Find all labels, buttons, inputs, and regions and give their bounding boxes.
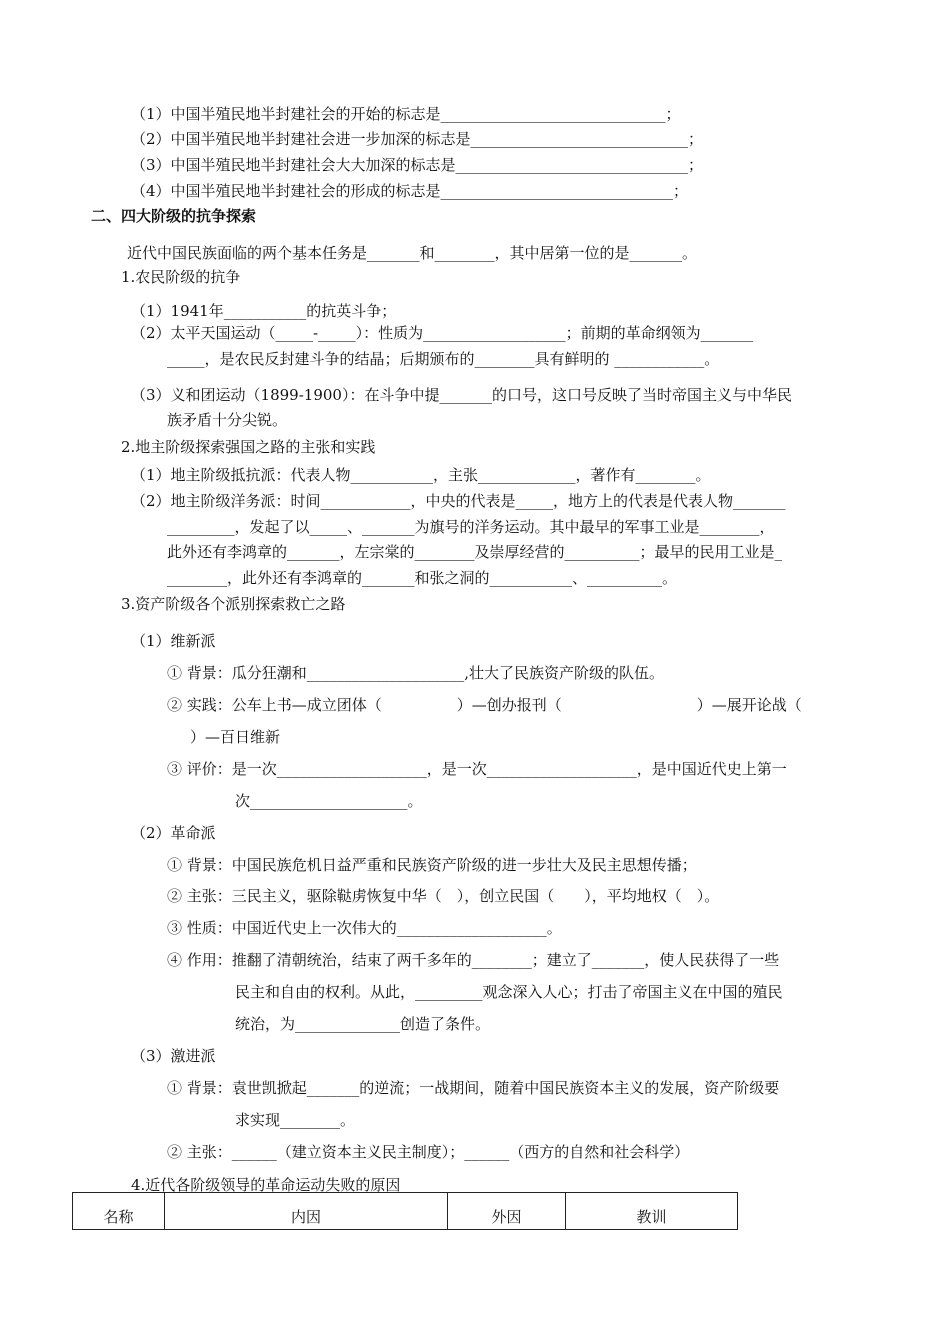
subheading-failure-reasons: 4.近代各阶级领导的革命运动失败的原因 — [131, 1176, 401, 1194]
l27: ② 主张：三民主义，驱除鞑虏恢复中华（ ），创立民国（ ），平均地权（ ）。 — [167, 887, 720, 905]
l16: 此外还有李鸿章的_______，左宗棠的________及崇厚经营的__________；最早的民用工业是_ — [167, 543, 783, 561]
l15: _________，发起了以_____、_______为旗号的洋务运动。其中最早的军事工业是________， — [167, 518, 775, 536]
l21: ② 实践：公车上书—成立团体（ ）—创办报刊（ ）—展开论战（ — [167, 696, 802, 714]
l2: （3）中国半殖民地半封建社会大大加深的标志是_______________________________； — [131, 156, 704, 174]
l32: （3）激进派 — [131, 1047, 216, 1065]
l19: （1）维新派 — [131, 632, 216, 650]
header-internal: 内因 — [165, 1193, 448, 1230]
subheading-bourgeois: 3.资产阶级各个派别探索救亡之路 — [121, 595, 346, 613]
subheading-landlord: 2.地主阶级探索强国之路的主张和实践 — [121, 438, 376, 456]
l0: （1）中国半殖民地半封建社会的开始的标志是______________________________； — [131, 105, 681, 123]
section-heading: 二、四大阶级的抗争探索 — [91, 207, 257, 225]
l11: 族矛盾十分尖锐。 — [167, 411, 288, 429]
header-lesson: 教训 — [566, 1193, 738, 1230]
l26: ① 背景：中国民族危机日益严重和民族资产阶级的进一步壮大及民主思想传播； — [167, 856, 697, 874]
l23: ③ 评价：是一次____________________，是一次____________________，是中国近代史上第一 — [167, 760, 787, 778]
l34: 求实现________。 — [235, 1111, 356, 1129]
l31: 统治，为______________创造了条件。 — [235, 1015, 491, 1033]
l33: ① 背景：袁世凯掀起_______的逆流；一战期间，随着中国民族资本主义的发展，资产阶级要 — [167, 1079, 780, 1097]
l8: （2）太平天国运动（_____-_____）：性质为___________________；前期的革命纲领为_______ — [131, 324, 754, 342]
header-name: 名称 — [73, 1193, 165, 1230]
l35: ② 主张：______（建立资本主义民主制度）；______（西方的自然和社会科学） — [167, 1143, 690, 1161]
l3: （4）中国半殖民地半封建社会的形成的标志是_______________________________； — [131, 182, 689, 200]
l24: 次_____________________。 — [235, 792, 423, 810]
l25: （2）革命派 — [131, 824, 216, 842]
subheading-peasant: 1.农民阶级的抗争 — [121, 268, 241, 286]
l10: （3）义和团运动（1899-1900）：在斗争中提_______的口号，这口号反映了当时帝国主义与中华民 — [131, 386, 792, 404]
failure-reasons-table — [72, 1192, 738, 1230]
l30: 民主和自由的权利。从此，_________观念深入人心；打击了帝国主义在中国的殖民 — [235, 983, 783, 1001]
l9: _____，是农民反封建斗争的结晶；后期颁布的________具有鲜明的 ____________。 — [167, 350, 720, 368]
l20: ① 背景：瓜分狂潮和_____________________,壮大了民族资产阶级的队伍。 — [167, 664, 665, 682]
table-header-row — [73, 1193, 738, 1230]
l17: ________，此外还有李鸿章的_______和张之洞的___________、__________。 — [167, 569, 678, 587]
l13: （1）地主阶级抵抗派：代表人物___________，主张_____________，著作有________。 — [131, 466, 711, 484]
header-external: 外因 — [448, 1193, 566, 1230]
l29: ④ 作用：推翻了清朝统治，结束了两千多年的________；建立了_______，使人民获得了一些 — [167, 951, 780, 969]
l5: 近代中国民族面临的两个基本任务是_______和________，其中居第一位的是_______。 — [127, 244, 698, 262]
l22: ）—百日维新 — [190, 728, 281, 746]
l1: （2）中国半殖民地半封建社会进一步加深的标志是_____________________________； — [131, 130, 704, 148]
l28: ③ 性质：中国近代史上一次伟大的____________________。 — [167, 919, 562, 937]
l7: （1）1941年___________的抗英斗争； — [131, 302, 397, 320]
l14: （2）地主阶级洋务派：时间____________，中央的代表是_____，地方上的代表是代表人物_______ — [131, 492, 786, 510]
